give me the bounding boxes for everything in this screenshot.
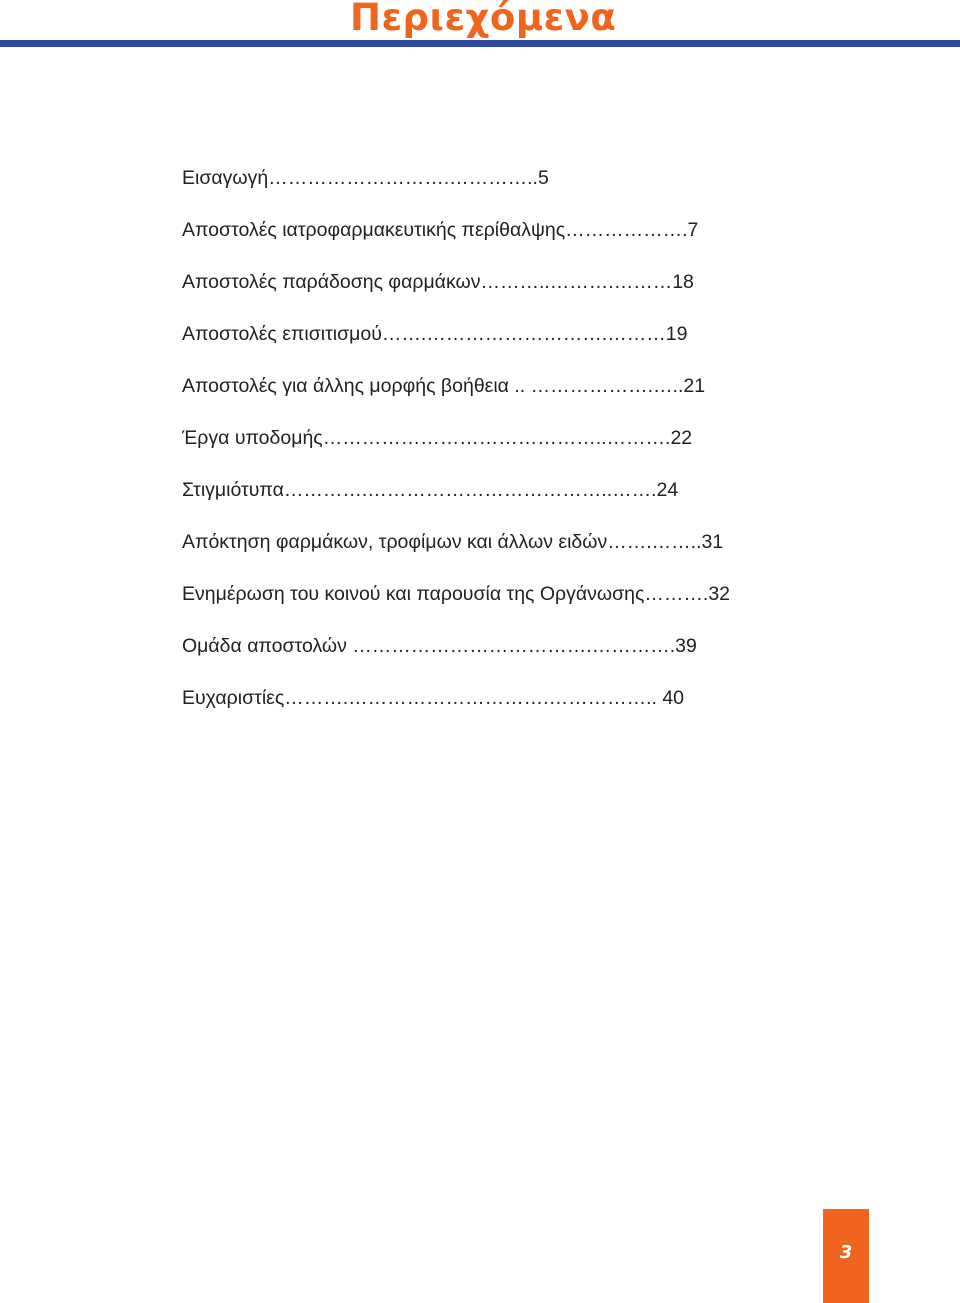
page-number: 3 (839, 1242, 853, 1263)
toc-entry-procurement[interactable]: Απόκτηση φαρμάκων, τροφίμων και άλλων ειδών…….……..31 (182, 531, 724, 553)
toc-entry-medicine-delivery[interactable]: Αποστολές παράδοσης φαρμάκων………..……….………18 (182, 271, 694, 293)
toc-entry-introduction[interactable]: Εισαγωγή……………………….…………..5 (182, 167, 549, 189)
toc-entry-food-supply[interactable]: Αποστολές επισιτισμού…….……………………….………19 (182, 323, 688, 345)
page-number-badge (823, 1209, 869, 1303)
toc-entry-snapshots[interactable]: Στιγμιότυπα………….………………………………..…….24 (182, 479, 679, 501)
title-divider (0, 40, 960, 47)
toc-entry-acknowledgements[interactable]: Ευχαριστίες……….………………………….…………….. 40 (182, 687, 685, 709)
toc-entry-mission-team[interactable]: Ομάδα αποστολών ……………………………….………….39 (182, 635, 697, 657)
table-of-contents (182, 163, 782, 735)
toc-entry-public-information[interactable]: Ενημέρωση του κοινού και παρουσία της Οργάνωσης……….32 (182, 583, 731, 605)
page-title: Περιεχόμενα (350, 0, 617, 39)
toc-entry-other-aid[interactable]: Αποστολές για άλλης μορφής βοήθεια .. ……………….…..21 (182, 375, 706, 397)
toc-entry-infrastructure[interactable]: Έργα υποδομής……………………………………..……….22 (182, 427, 693, 449)
toc-entry-medical-missions[interactable]: Αποστολές ιατροφαρμακευτικής περίθαλψης……………….7 (182, 219, 699, 241)
